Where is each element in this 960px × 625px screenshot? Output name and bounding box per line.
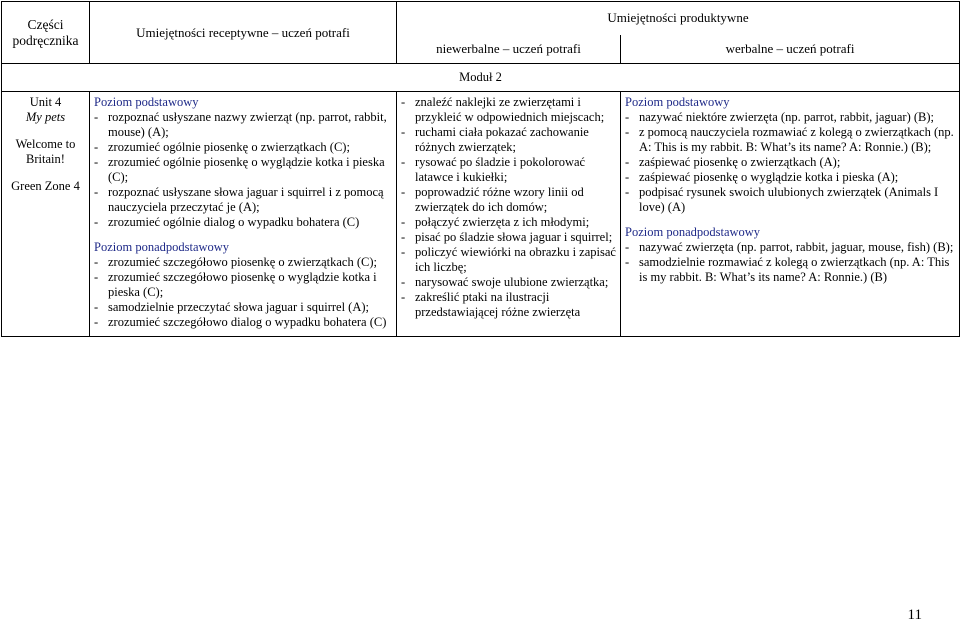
- list-item: - połączyć zwierzęta z ich młodymi;: [401, 215, 616, 230]
- nonverbal-cell: [397, 92, 621, 337]
- list-item: - zrozumieć ogólnie dialog o wypadku bohatera (C): [94, 215, 392, 230]
- list-item: - zaśpiewać piosenkę o wyglądzie kotka i pieska (A);: [625, 170, 955, 185]
- verbal-advanced-label: Poziom ponadpodstawowy: [625, 225, 761, 239]
- list-item: - zrozumieć ogólnie piosenkę o zwierzątkach (C);: [94, 140, 392, 155]
- verbal-basic-label: Poziom podstawowy: [625, 95, 730, 109]
- list-item: - podpisać rysunek swoich ulubionych zwierzątek (Animals I love) (A): [625, 185, 955, 215]
- list-item: - ruchami ciała pokazać zachowanie różnych zwierzątek;: [401, 125, 616, 155]
- header-receptive: Umiejętności receptywne – uczeń potrafi: [90, 2, 397, 64]
- receptive-advanced-list: [94, 255, 392, 330]
- verbal-cell: [621, 92, 960, 337]
- unit-green-zone: Green Zone 4: [11, 179, 80, 193]
- header-verbal: werbalne – uczeń potrafi: [621, 35, 960, 64]
- header-productive: Umiejętności produktywne: [397, 2, 960, 35]
- list-item: - zaśpiewać piosenkę o zwierzątkach (A);: [625, 155, 955, 170]
- list-item: - samodzielnie rozmawiać z kolegą o zwierzątkach (np. A: This is my rabbit. B: What’s its name? A: Ronnie.) (B): [625, 255, 955, 285]
- curriculum-table: [1, 1, 960, 337]
- header-nonverbal: niewerbalne – uczeń potrafi: [397, 35, 621, 64]
- list-item: - zrozumieć szczegółowo piosenkę o wyglądzie kotka i pieska (C);: [94, 270, 392, 300]
- receptive-basic-label: Poziom podstawowy: [94, 95, 199, 109]
- list-item: - nazywać zwierzęta (np. parrot, rabbit, jaguar, mouse, fish) (B);: [625, 240, 955, 255]
- list-item: - rysować po śladzie i pokolorować latawce i kukiełki;: [401, 155, 616, 185]
- receptive-basic-list: [94, 110, 392, 230]
- verbal-advanced-list: [625, 240, 955, 285]
- list-item: - policzyć wiewiórki na obrazku i zapisać ich liczbę;: [401, 245, 616, 275]
- header-parts: Części podręcznika: [2, 2, 90, 64]
- list-item: - narysować swoje ulubione zwierzątka;: [401, 275, 616, 290]
- list-item: - samodzielnie przeczytać słowa jaguar i squirrel (A);: [94, 300, 392, 315]
- module-title: Moduł 2: [2, 64, 960, 92]
- receptive-cell: [90, 92, 397, 337]
- unit-welcome: Welcome to Britain!: [15, 137, 76, 166]
- unit-name: My pets: [25, 110, 66, 124]
- page-number: 11: [907, 607, 922, 623]
- unit-cell: [2, 92, 90, 337]
- list-item: - zakreślić ptaki na ilustracji przedstawiającej różne zwierzęta: [401, 290, 616, 320]
- list-item: - z pomocą nauczyciela rozmawiać z kolegą o zwierzątkach (np. A: This is my rabbit. B: What’s its name? A: Ronnie.) (B);: [625, 125, 955, 155]
- list-item: - poprowadzić różne wzory linii od zwierzątek do ich domów;: [401, 185, 616, 215]
- list-item: - zrozumieć szczegółowo dialog o wypadku bohatera (C): [94, 315, 392, 330]
- receptive-advanced-label: Poziom ponadpodstawowy: [94, 240, 230, 254]
- list-item: - pisać po śladzie słowa jaguar i squirrel;: [401, 230, 616, 245]
- list-item: - rozpoznać usłyszane słowa jaguar i squirrel i z pomocą nauczyciela przeczytać je (A);: [94, 185, 392, 215]
- nonverbal-list: [401, 95, 616, 320]
- list-item: - zrozumieć ogólnie piosenkę o wyglądzie kotka i pieska (C);: [94, 155, 392, 185]
- unit-title: Unit 4: [29, 95, 62, 109]
- list-item: - rozpoznać usłyszane nazwy zwierząt (np. parrot, rabbit, mouse) (A);: [94, 110, 392, 140]
- list-item: - zrozumieć szczegółowo piosenkę o zwierzątkach (C);: [94, 255, 392, 270]
- verbal-basic-list: [625, 110, 955, 215]
- list-item: - nazywać niektóre zwierzęta (np. parrot, rabbit, jaguar) (B);: [625, 110, 955, 125]
- list-item: - znaleźć naklejki ze zwierzętami i przykleić w odpowiednich miejscach;: [401, 95, 616, 125]
